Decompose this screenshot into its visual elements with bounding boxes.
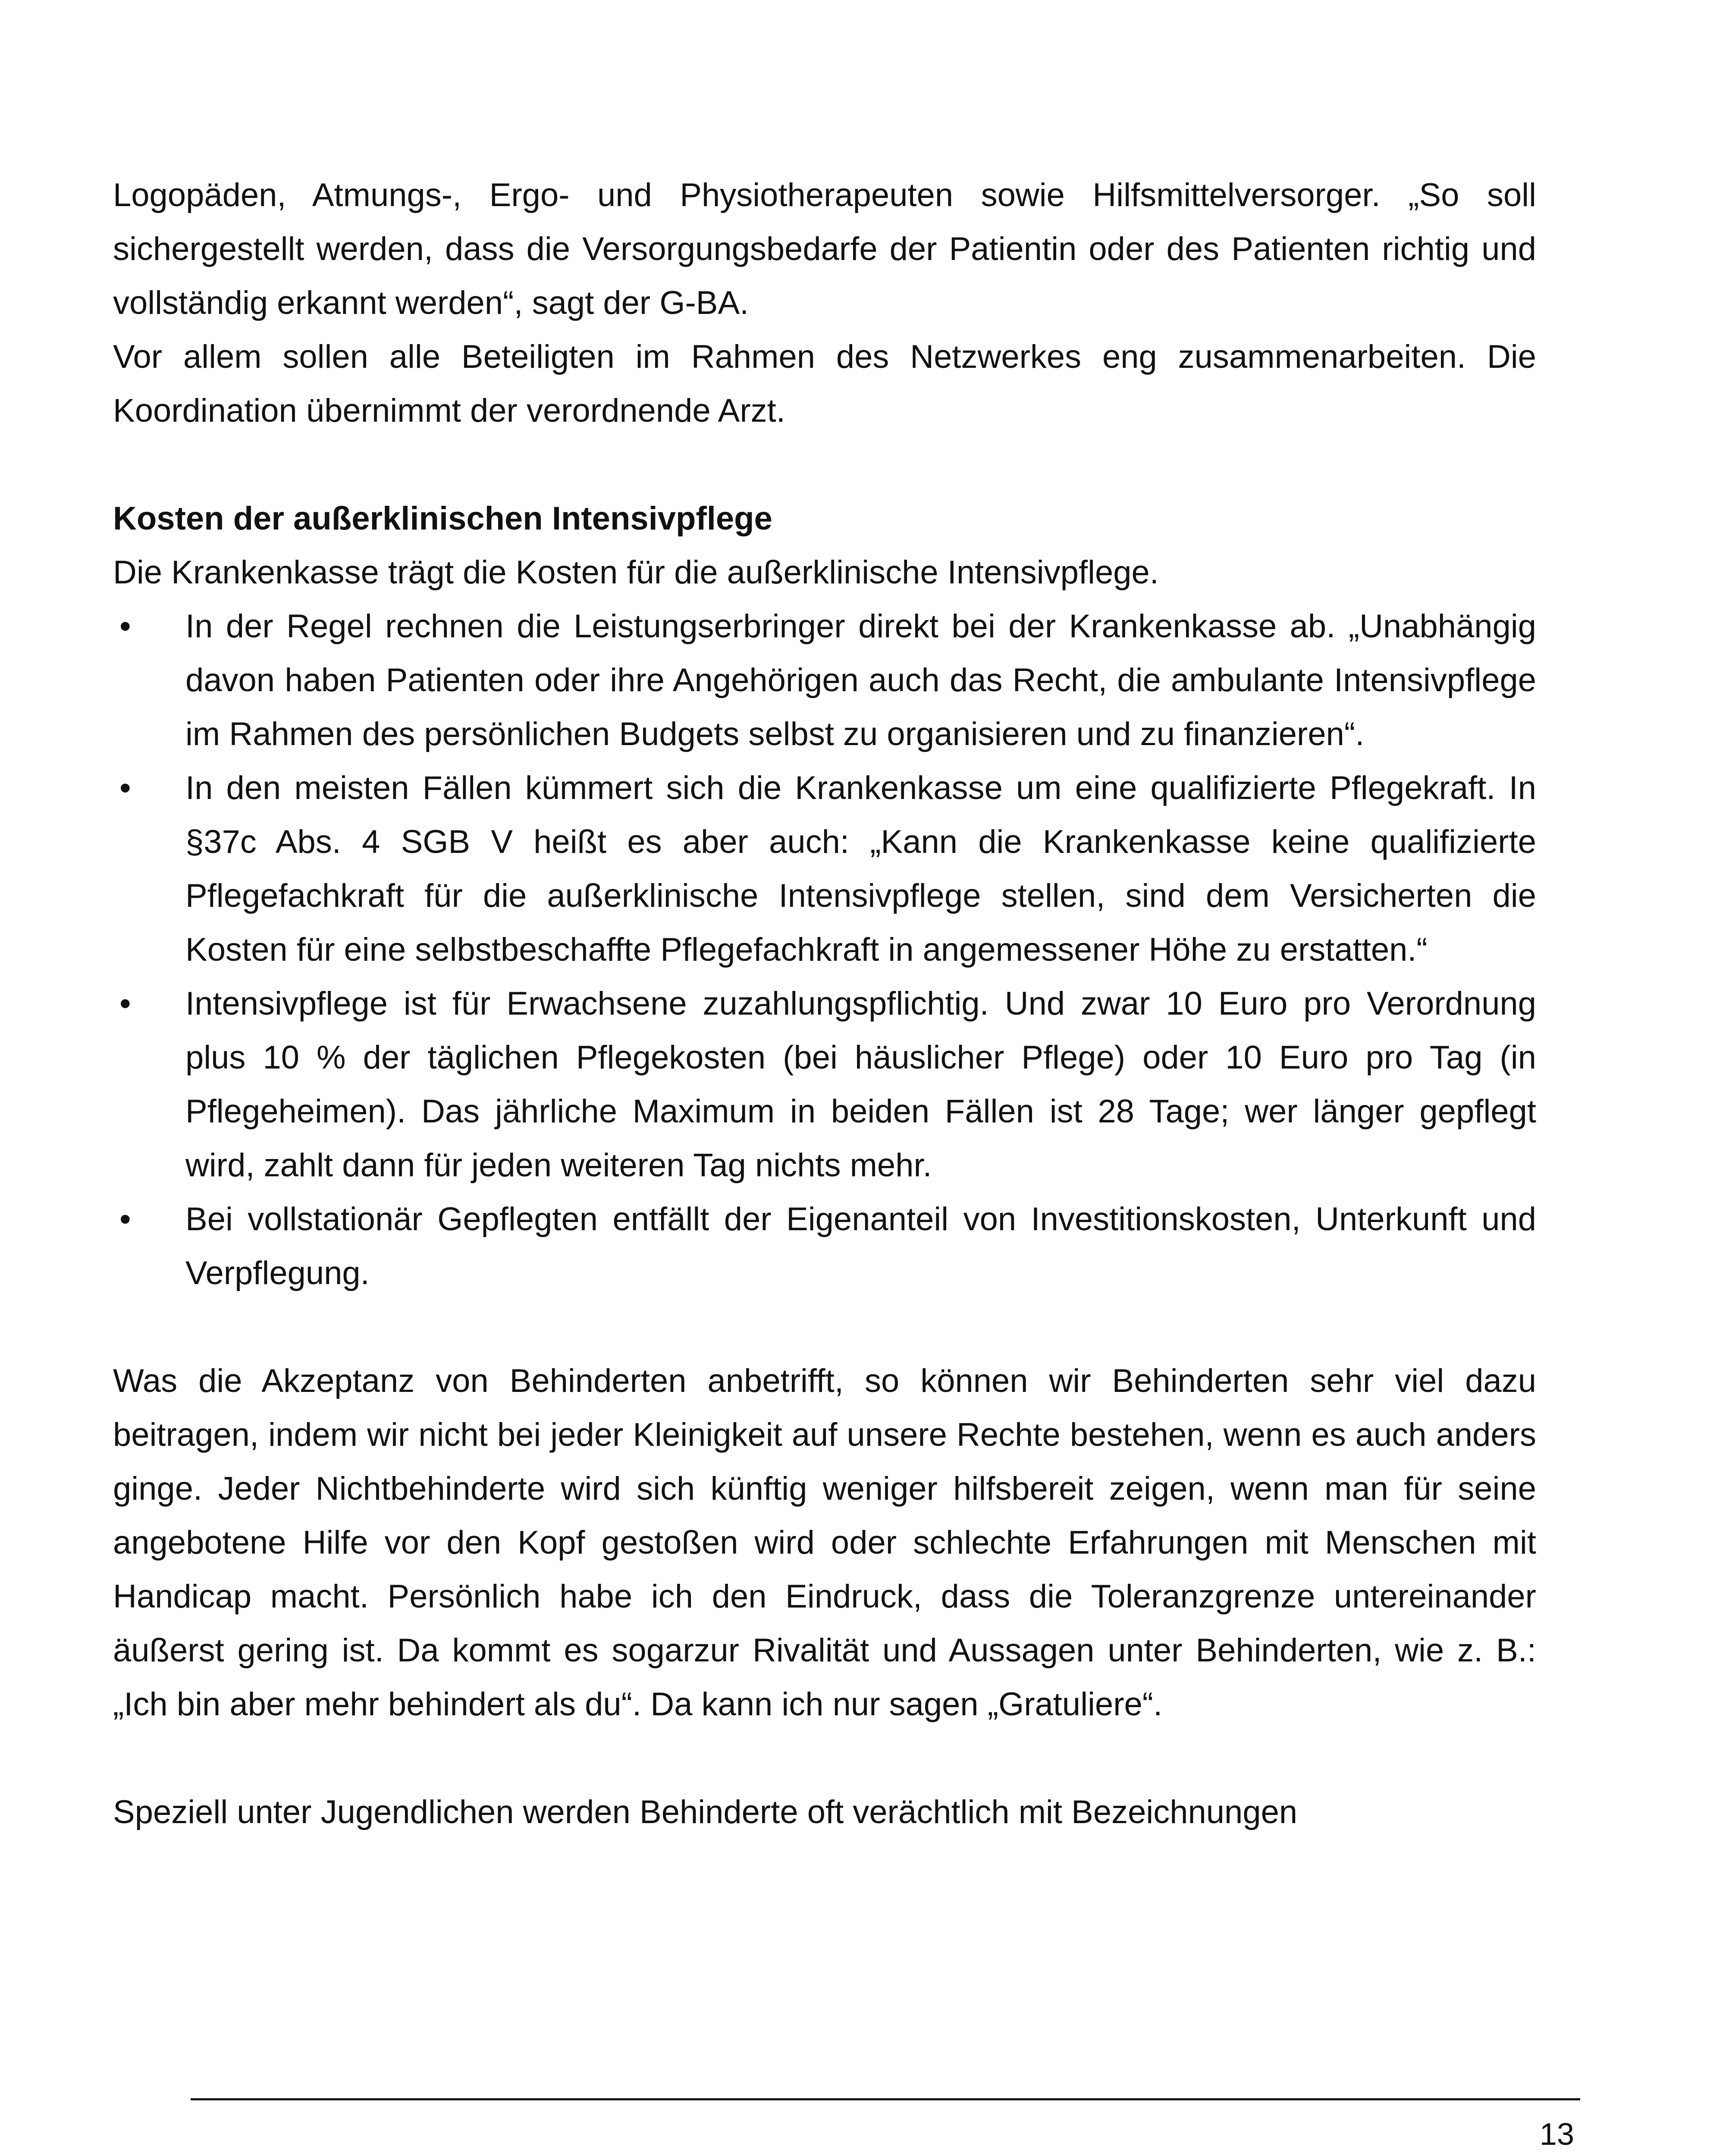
paragraph-gap [113, 1300, 1536, 1354]
bullet-text: In der Regel rechnen die Leistungserbringer direkt bei der Krankenkasse ab. „Unabhängig davon haben Patienten oder ihre Angehörigen auch das Recht, die ambulante Intensivpflege im Rahmen des persönlichen Budgets selbst zu organisieren und zu finanzieren“. [185, 608, 1536, 752]
paragraph-gap [113, 1731, 1536, 1785]
bullet-item [113, 599, 1536, 761]
section-heading: Kosten der außerklinischen Intensivpflege [113, 500, 772, 537]
body-paragraph: Was die Akzeptanz von Behinderten anbetrifft, so können wir Behinderten sehr viel dazu beitragen, indem wir nicht bei jeder Kleinigkeit auf unsere Rechte bestehen, wenn es auch anders ginge. Jeder Nichtbehinderte wird sich künftig weniger hilfsbereit zeigen, wenn man für seine angebotene Hilfe vor den Kopf gestoßen wird oder schlechte Erfahrungen mit Menschen mit Handicap macht. Persönlich habe ich den Eindruck, dass die Toleranzgrenze untereinander äußerst gering ist. Da kommt es sogarzur Rivalität und Aussagen unter Behinderten, wie z. B.: „Ich bin aber mehr behindert als du“. Da kann ich nur sagen „Gratuliere“. [113, 1363, 1536, 1723]
body-paragraph: Speziell unter Jugendlichen werden Behinderte oft verächtlich mit Bezeichnungen [113, 1794, 1298, 1830]
bullet-text: In den meisten Fällen kümmert sich die Krankenkasse um eine qualifizierte Pflegekraft. In §37c Abs. 4 SGB V heißt es aber auch: „Kann die Krankenkasse keine qualifizierte Pflegefachkraft für die außerklinische Intensivpflege stellen, sind dem Versicherten die Kosten für eine selbstbeschaffte Pflegefachkraft in angemessener Höhe zu erstatten.“ [185, 770, 1536, 968]
bullet-item [113, 1192, 1536, 1300]
bullet-icon: • [119, 770, 131, 806]
bullet-text: Bei vollstationär Gepflegten entfällt der Eigenanteil von Investitionskosten, Unterkunft und Verpflegung. [185, 1201, 1536, 1291]
intro-paragraph: Vor allem sollen alle Beteiligten im Rahmen des Netzwerkes eng zusammenarbeiten. Die Koordination übernimmt der verordnende Arzt. [113, 338, 1536, 429]
section-lead: Die Krankenkasse trägt die Kosten für die außerklinische Intensivpflege. [113, 554, 1159, 591]
bullet-item [113, 761, 1536, 977]
footer-divider [191, 2098, 1580, 2100]
bullet-icon: • [119, 1201, 131, 1238]
bullet-text: Intensivpflege ist für Erwachsene zuzahlungspflichtig. Und zwar 10 Euro pro Verordnung plus 10 % der täglichen Pflegekosten (bei häuslicher Pflege) oder 10 Euro pro Tag (in Pflegeheimen). Das jährliche Maximum in beiden Fällen ist 28 Tage; wer länger gepflegt wird, zahlt dann für jeden weiteren Tag nichts mehr. [185, 985, 1536, 1184]
bullet-item [113, 977, 1536, 1192]
intro-paragraph: Logopäden, Atmungs-, Ergo- und Physiotherapeuten sowie Hilfsmittelversorger. „So soll sichergestellt werden, dass die Versorgungsbedarfe der Patientin oder des Patienten richtig und vollständig erkannt werden“, sagt der G-BA. [113, 177, 1536, 321]
paragraph-gap [113, 438, 1536, 492]
bullet-list [113, 599, 1536, 1300]
page-number: 13 [1539, 2117, 1574, 2152]
bullet-icon: • [119, 608, 131, 645]
page-content [113, 168, 1536, 1839]
bullet-icon: • [119, 985, 131, 1022]
